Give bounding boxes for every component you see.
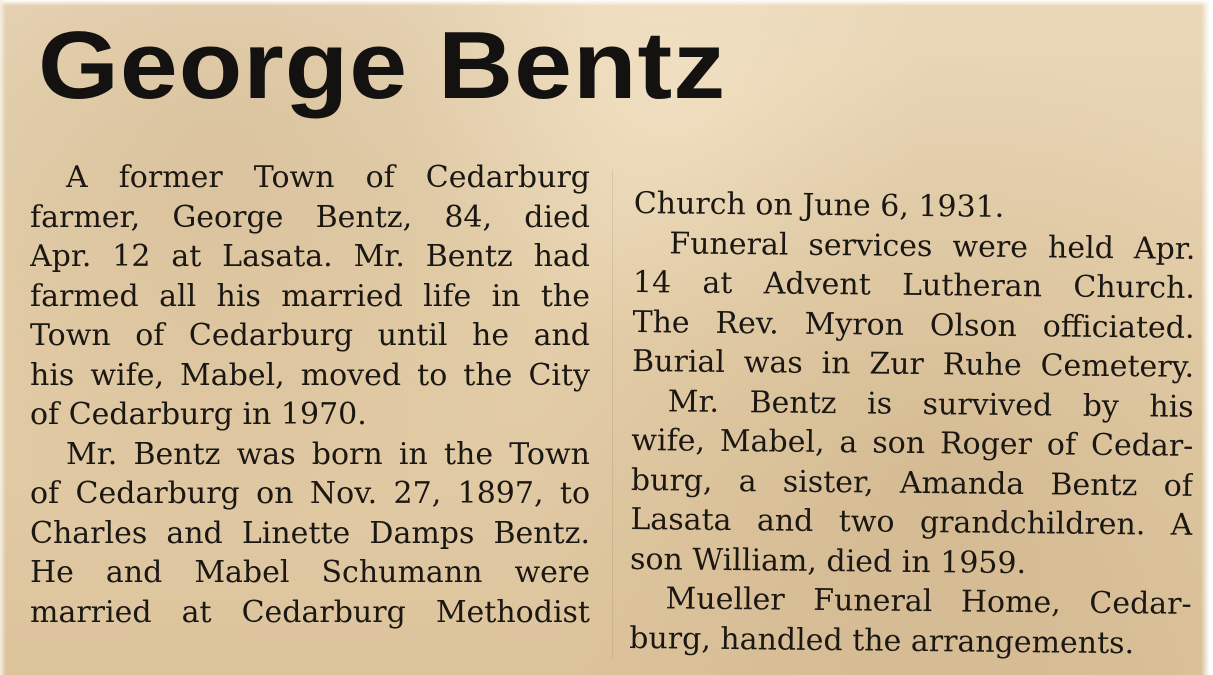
- text-line: burg, handled the arrangements.: [629, 620, 1135, 661]
- text-line: He and Mabel Schumann were: [30, 555, 590, 590]
- text-line: Church on June 6, 1931.: [633, 185, 1005, 225]
- text-line: of Cedarburg in 1970.: [30, 397, 367, 432]
- right-column: [629, 184, 1196, 664]
- text-line: married at Cedarburg Methodist: [30, 594, 590, 630]
- text-line: Mr. Bentz was born in the Town: [66, 436, 590, 472]
- text-line: wife, Mabel, a son Roger of Cedar-: [631, 422, 1194, 464]
- scan-edge-left: [0, 0, 6, 675]
- column-gutter: [612, 170, 613, 660]
- text-line: Lasata and two grandchildren. A: [630, 501, 1193, 543]
- text-line: A former Town of Cedarburg: [66, 160, 590, 195]
- text-line: of Cedarburg on Nov. 27, 1897, to: [30, 476, 590, 511]
- text-line: Charles and Linette Damps Bentz.: [30, 515, 590, 551]
- text-line: Funeral services were held Apr.: [669, 225, 1196, 267]
- text-line: Town of Cedarburg until he and: [30, 318, 590, 353]
- text-line: Apr. 12 at Lasata. Mr. Bentz had: [30, 239, 590, 274]
- text-line: 14 at Advent Lutheran Church.: [632, 264, 1196, 306]
- scan-edge-right: [1201, 0, 1213, 675]
- text-line: farmed all his married life in the: [30, 278, 590, 314]
- text-line: farmer, George Bentz, 84, died: [30, 199, 590, 235]
- left-column: [30, 158, 590, 632]
- text-line: The Rev. Myron Olson officiated.: [632, 304, 1195, 346]
- text-line: burg, a sister, Amanda Bentz of: [630, 462, 1194, 504]
- text-line: son William, died in 1959.: [629, 541, 1027, 581]
- text-line: his wife, Mabel, moved to the City: [30, 357, 590, 393]
- headline: George Bentz: [38, 12, 727, 120]
- text-line: Burial was in Zur Ruhe Cemetery.: [631, 343, 1195, 385]
- text-line: Mr. Bentz is survived by his: [667, 383, 1194, 425]
- text-line: Mueller Funeral Home, Cedar-: [665, 581, 1192, 622]
